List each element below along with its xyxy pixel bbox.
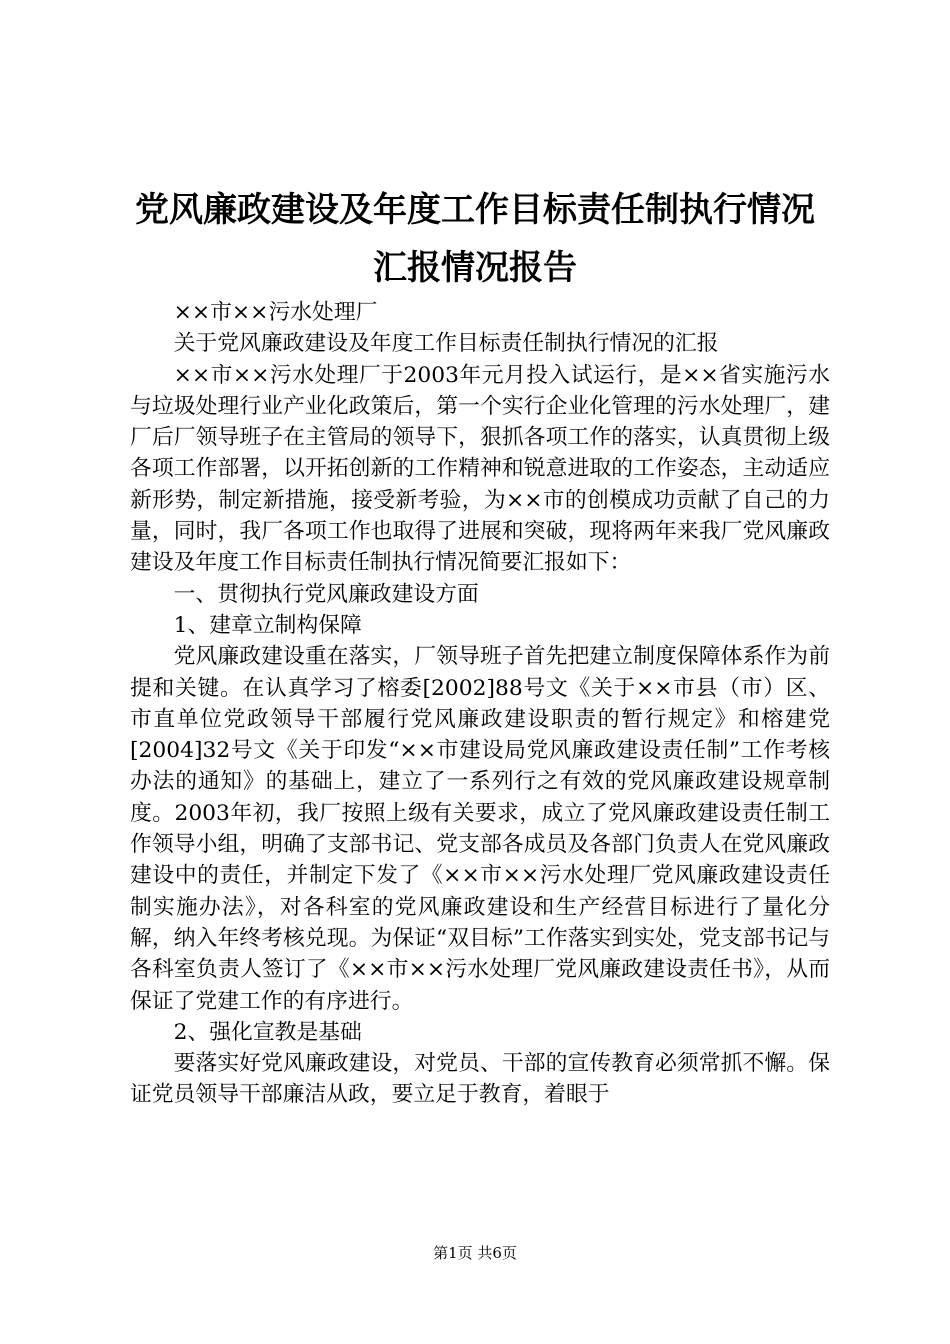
page-footer: 第1页 共6页 bbox=[433, 1244, 517, 1262]
recipient-line: ××市××污水处理厂 bbox=[173, 300, 378, 325]
body-paragraph-2: 要落实好党风廉政建设，对党员、干部的宣传教育必须常抓不懈。保证党员领导干部廉洁从政，要立足于教育，着眼于 bbox=[130, 1051, 830, 1108]
document-title-line-2: 汇报情况报告 bbox=[373, 248, 577, 288]
document-body bbox=[130, 297, 830, 1111]
report-subtitle: 关于党风廉政建设及年度工作目标责任制执行情况的汇报 bbox=[173, 331, 719, 357]
body-paragraph-1: 党风廉政建设重在落实，厂领导班子首先把建立制度保障体系作为前提和关键。在认真学习了榕委[2002]88号文《关于××市县（市）区、市直单位党政领导干部履行党风廉政建设职责的暂行规定》和榕建党[2004]32号文《关于印发“××市建设局党风廉政建设责任制”工作考核办法的通知》的基础上，建立了一系列行之有效的党风廉政建设规章制度。2003年初，我厂按照上级有关要求，成立了党风廉政建设责任制工作领导小组，明确了支部书记、党支部各成员及各部门负责人在党风廉政建设中的责任，并制定下发了《××市××污水处理厂党风廉政建设责任制实施办法》，对各科室的党风廉政建设和生产经营目标进行了量化分解，纳入年终考核兑现。为保证“双目标”工作落实到实处，党支部书记与各科室负责人签订了《××市××污水处理厂党风廉政建设责任书》，从而保证了党建工作的有序进行。 bbox=[130, 644, 830, 1014]
document-title-line-1: 党风廉政建设及年度工作目标责任制执行情况 bbox=[135, 190, 815, 230]
subsection-heading-1: 1、建章立制构保障 bbox=[173, 612, 362, 638]
subsection-heading-2: 2、强化宣教是基础 bbox=[173, 1019, 362, 1045]
body-paragraph-intro: ××市××污水处理厂于2003年元月投入试运行，是××省实施污水与垃圾处理行业产业化政策后，第一个实行企业化管理的污水处理厂，建厂后厂领导班子在主管局的领导下，狠抓各项工作的落实，认真贯彻上级各项工作部署，以开拓创新的工作精神和锐意进取的工作姿态，主动适应新形势，制定新措施，接受新考验，为××市的创模成功贡献了自己的力量，同时，我厂各项工作也取得了进展和突破，现将两年来我厂党风廉政建设及年度工作目标责任制执行情况简要汇报如下： bbox=[130, 362, 830, 576]
section-heading-1: 一、贯彻执行党风廉政建设方面 bbox=[173, 581, 479, 607]
